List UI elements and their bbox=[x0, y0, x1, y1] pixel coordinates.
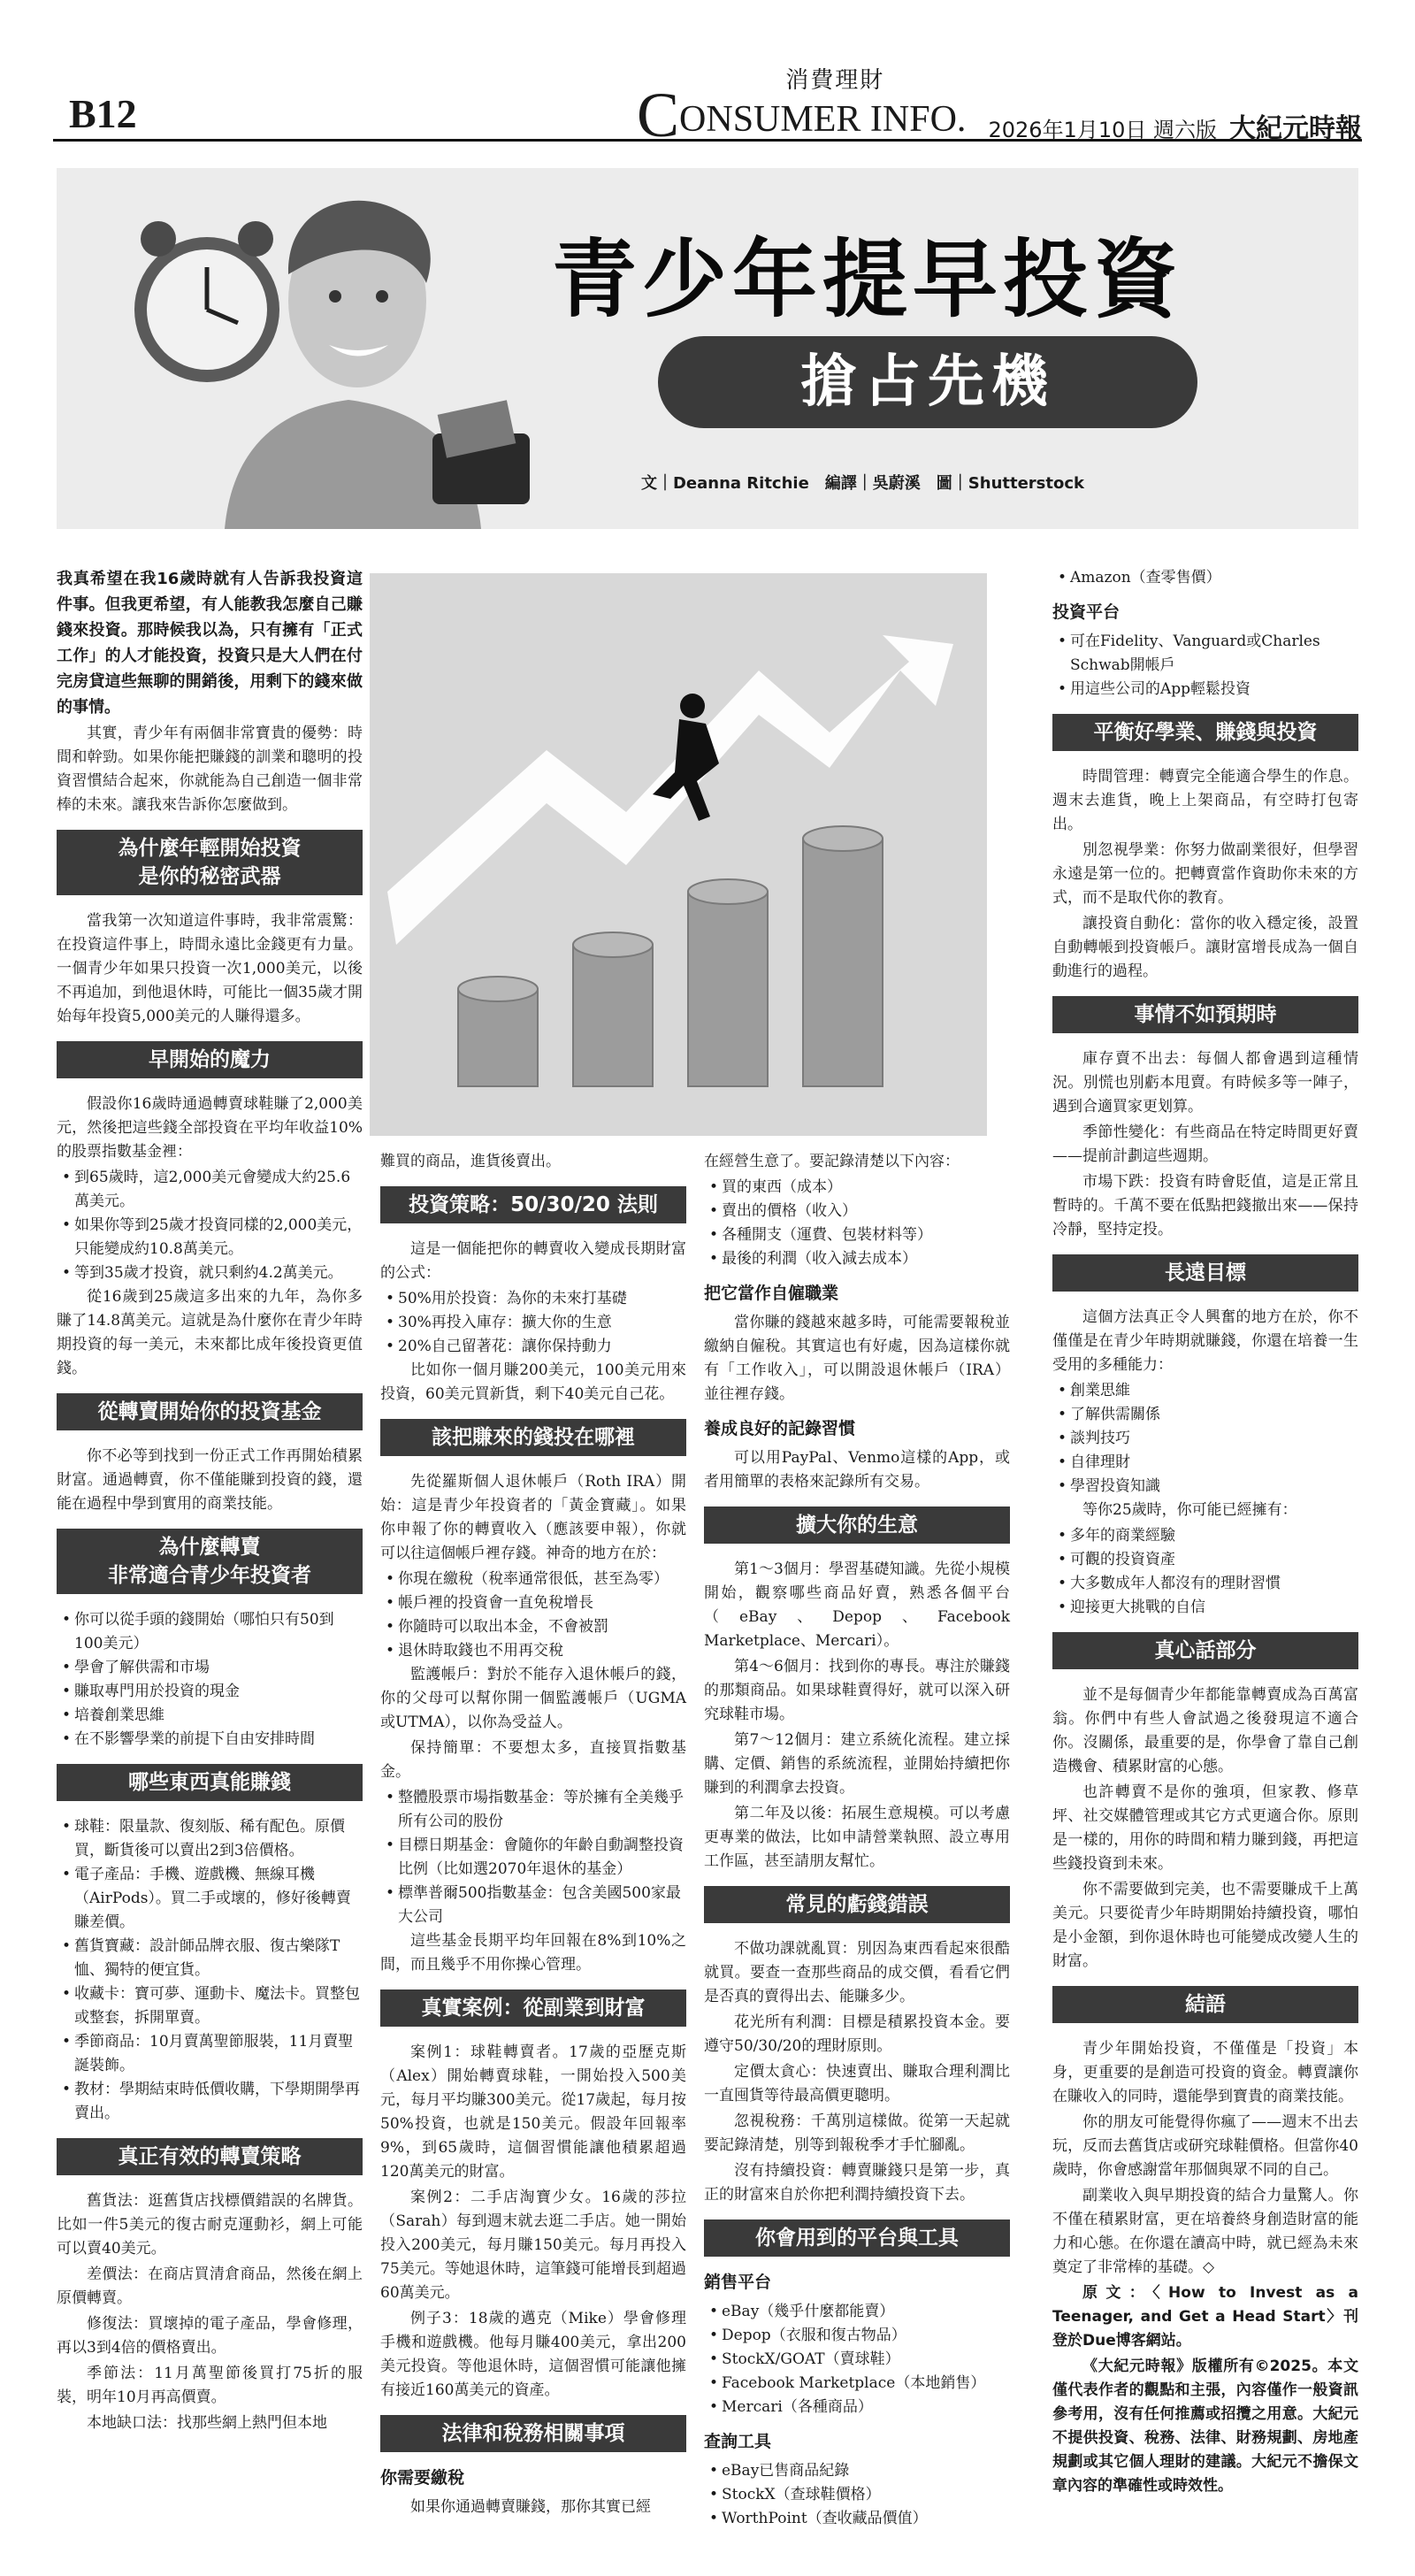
list-item: • 賣出的價格（收入） bbox=[722, 1200, 1010, 1223]
paragraph: 案例2：二手店淘寶少女。16歲的莎拉（Sarah）每到週末就去逛二手店。她一開始投入200美元，每月賺150美元。每月再投入75美元。等她退休時，這筆錢可能增長到超過60萬美元。 bbox=[380, 2189, 686, 2302]
list-item: • 了解供需關係 bbox=[1070, 1403, 1358, 1427]
paragraph: 可以用PayPal、Venmo這樣的App，或者用簡單的表格來記錄所有交易。 bbox=[704, 1449, 1010, 1491]
paragraph: 也許轉賣不是你的強項，但家教、修草坪、社交媒體管理或其它方式更適合你。原則是一樣的，用你的時間和精力賺到錢，再把這些錢投資到未來。 bbox=[1052, 1783, 1358, 1873]
list-item: • 收藏卡：寶可夢、運動卡、魔法卡。買整包或整套，拆開單賣。 bbox=[74, 1982, 363, 2030]
bullet-list bbox=[57, 1608, 363, 1752]
issue-date: 2026年1月10日 週六版 bbox=[988, 118, 1217, 142]
sub-heading: 養成良好的記錄習慣 bbox=[704, 1419, 856, 1438]
section-heading: 擴大你的生意 bbox=[704, 1506, 1010, 1544]
list-item: • 可觀的投資資產 bbox=[1070, 1548, 1358, 1572]
list-item: • 你可以從手頭的錢開始（哪怕只有50到100美元） bbox=[74, 1608, 363, 1656]
sub-heading: 銷售平台 bbox=[704, 2273, 772, 2292]
list-item: • 到65歲時，這2,000美元會變成大約25.6萬美元。 bbox=[74, 1166, 363, 1214]
section-heading: 長遠目標 bbox=[1052, 1254, 1358, 1292]
bullet-list bbox=[380, 1786, 686, 1929]
paragraph: 庫存賣不出去：每個人都會遇到這種情況。別慌也別虧本甩賣。有時候多等一陣子，遇到合適買家更划算。 bbox=[1052, 1050, 1358, 1116]
paper-name: 大紀元時報 bbox=[1229, 113, 1362, 144]
bullet-list bbox=[704, 2459, 1010, 2531]
column-2 bbox=[380, 1150, 686, 2521]
section-heading: 事情不如預期時 bbox=[1052, 996, 1358, 1033]
list-item: • 球鞋：限量款、復刻版、稀有配色。原價買，斷貨後可以賣出2到3倍價格。 bbox=[74, 1815, 363, 1863]
paragraph: 等你25歲時，你可能已經擁有： bbox=[1082, 1501, 1297, 1519]
list-item: • 學會了解供需和市場 bbox=[74, 1656, 363, 1680]
list-item: • 標準普爾500指數基金：包含美國500家最大公司 bbox=[398, 1882, 686, 1929]
list-item: • 培養創業思維 bbox=[74, 1704, 363, 1728]
paragraph: 難買的商品，進貨後賣出。 bbox=[380, 1153, 561, 1170]
list-item: • StockX/GOAT（賣球鞋） bbox=[722, 2348, 1010, 2372]
list-item: • 自律理財 bbox=[1070, 1451, 1358, 1475]
section-heading: 哪些東西真能賺錢 bbox=[57, 1764, 363, 1801]
section-heading: 結語 bbox=[1052, 1986, 1358, 2023]
paragraph: 定價太貪心：快速賣出、賺取合理利潤比一直囤貨等待最高價更聰明。 bbox=[704, 2063, 1010, 2104]
bullet-list bbox=[704, 1176, 1010, 1271]
paragraph: 季節性變化：有些商品在特定時間更好賣——提前計劃這些週期。 bbox=[1052, 1123, 1358, 1165]
paragraph: 其實，青少年有兩個非常寶貴的優勢：時間和幹勁。如果你能把賺錢的訓業和聰明的投資習慣結合起來，你就能為自己創造一個非常棒的未來。讓我來告訴你怎麼做到。 bbox=[57, 724, 363, 814]
paragraph: 如果你通過轉賣賺錢，那你其實已經 bbox=[410, 2498, 651, 2516]
list-item: • 談判技巧 bbox=[1070, 1427, 1358, 1451]
paragraph: 第7～12個月：建立系統化流程。建立採購、定價、銷售的系統流程，並開始持續把你賺到的利潤拿去投資。 bbox=[704, 1731, 1010, 1797]
sub-heading: 投資平台 bbox=[1052, 602, 1121, 622]
list-item: • 創業思維 bbox=[1070, 1379, 1358, 1403]
list-item: • 賺取專門用於投資的現金 bbox=[74, 1680, 363, 1704]
list-item: • 20%自己留著花：讓你保持動力 bbox=[398, 1335, 686, 1359]
section-name-cn: 消費理財 bbox=[785, 67, 885, 94]
list-item: • Amazon（查零售價） bbox=[1070, 566, 1358, 590]
list-item: • 大多數成年人都沒有的理財習慣 bbox=[1070, 1572, 1358, 1596]
section-heading: 投資策略：50/30/20 法則 bbox=[380, 1186, 686, 1223]
paragraph: 讓投資自動化：當你的收入穩定後，設置自動轉帳到投資帳戶。讓財富增長成為一個自動進行的過程。 bbox=[1052, 915, 1358, 980]
list-item: • 如果你等到25歲才投資同樣的2,000美元，只能變成約10.8萬美元。 bbox=[74, 1214, 363, 1261]
masthead bbox=[53, 57, 1362, 150]
column-4 bbox=[1052, 566, 1358, 2500]
paragraph: 這是一個能把你的轉賣收入變成長期財富的公式： bbox=[380, 1240, 686, 1282]
list-item: • 整體股票市場指數基金：等於擁有全美幾乎所有公司的股份 bbox=[398, 1786, 686, 1834]
paragraph: 第4～6個月：找到你的專長。專注於賺錢的那類商品。如果球鞋賣得好，就可以深入研究球鞋市場。 bbox=[704, 1658, 1010, 1723]
bullet-list bbox=[1052, 1379, 1358, 1499]
bullet-list bbox=[57, 1166, 363, 1285]
paragraph: 第1～3個月：學習基礎知識。先從小規模開始，觀察哪些商品好賣，熟悉各個平台（eBay、Depop、Facebook Marketplace、Mercari）。 bbox=[704, 1560, 1010, 1650]
paragraph: 舊貨法：逛舊貨店找標價錯誤的名牌貨。比如一件5美元的復古耐克運動衫，網上可能可以賣40美元。 bbox=[57, 2192, 363, 2258]
section-heading: 平衡好學業、賺錢與投資 bbox=[1052, 714, 1358, 751]
paragraph: 你不必等到找到一份正式工作再開始積累財富。通過轉賣，你不僅能賺到投資的錢，還能在過程中學到實用的商業技能。 bbox=[57, 1447, 363, 1513]
paragraph: 修復法：買壞掉的電子產品，學會修理，再以3到4倍的價格賣出。 bbox=[57, 2315, 363, 2357]
paragraph: 這個方法真正令人興奮的地方在於，你不僅僅是在青少年時期就賺錢，你還在培養一生受用的多種能力： bbox=[1052, 1308, 1358, 1374]
paragraph: 從16歲到25歲這多出來的九年，為你多賺了14.8萬美元。這就是為什麼你在青少年時期投資的每一美元，未來都比成年後投資更值錢。 bbox=[57, 1288, 363, 1377]
list-item: • 退休時取錢也不用再交稅 bbox=[398, 1639, 686, 1663]
wallet-with-cash-icon bbox=[432, 400, 530, 504]
column-3 bbox=[704, 1150, 1010, 2531]
paragraph: 副業收入與早期投資的結合力量驚人。你不僅在積累財富，更在培養終身創造財富的能力和心態。在你還在讀高中時，就已經為未來奠定了非常棒的基礎。◇ bbox=[1052, 2187, 1358, 2276]
section-name-en: CONSUMER INFO. bbox=[637, 80, 967, 150]
list-item: • eBay已售商品紀錄 bbox=[722, 2459, 1010, 2483]
sub-heading: 把它當作自僱職業 bbox=[704, 1284, 839, 1303]
paragraph: 當我第一次知道這件事時，我非常震驚：在投資這件事上，時間永遠比金錢更有力量。一個青少年如果只投資一次1,000美元，以後不再追加，到他退休時，可能比一個35歲才開始每年投資5,000美元的人賺得還多。 bbox=[57, 912, 363, 1025]
paragraph: 並不是每個青少年都能靠轉賣成為百萬富翁。你們中有些人會試過之後發現這不適合你。沒關係，最重要的是，你學會了靠自己創造機會、積累財富的心態。 bbox=[1052, 1686, 1358, 1775]
growth-coins-illustration bbox=[370, 573, 987, 1136]
list-item: • 學習投資知識 bbox=[1070, 1475, 1358, 1499]
section-heading: 該把賺來的錢投在哪裡 bbox=[380, 1419, 686, 1456]
list-item: • eBay（幾乎什麼都能賣） bbox=[722, 2300, 1010, 2324]
list-item: • 各種開支（運費、包裝材料等） bbox=[722, 1223, 1010, 1247]
lead-paragraph: 我真希望在我16歲時就有人告訴我投資這件事。但我更希望，有人能教我怎麼自己賺錢來投資。那時候我以為，只有擁有「正式工作」的人才能投資，投資只是大人們在付完房貸這些無聊的開銷後，用剩下的錢來做的事情。 bbox=[57, 570, 363, 717]
list-item: • StockX（查球鞋價格） bbox=[722, 2483, 1010, 2507]
subheadline: 搶占先機 bbox=[658, 336, 1197, 428]
section-heading: 早開始的魔力 bbox=[57, 1041, 363, 1078]
section-heading: 為什麼轉賣 非常適合青少年投資者 bbox=[57, 1529, 363, 1594]
paragraph: 比如你一個月賺200美元，100美元用來投資，60美元買新貨，剩下40美元自己花。 bbox=[380, 1361, 686, 1403]
section-heading: 從轉賣開始你的投資基金 bbox=[57, 1393, 363, 1430]
paragraph: 別忽視學業：你努力做副業很好，但學習永遠是第一位的。把轉賣當作資助你未來的方式，而不是取代你的教育。 bbox=[1052, 841, 1358, 907]
paragraph: 本地缺口法：找那些網上熱門但本地 bbox=[87, 2414, 327, 2432]
list-item: • WorthPoint（查收藏品價值） bbox=[722, 2507, 1010, 2531]
bullet-list bbox=[1052, 630, 1358, 702]
list-item: • 電子產品：手機、遊戲機、無線耳機（AirPods）。買二手或壞的，修好後轉賣賺差價。 bbox=[74, 1863, 363, 1935]
copyright-notice: 《大紀元時報》版權所有©2025。本文僅代表作者的觀點和主張，內容僅作一般資訊參考用，沒有任何推薦或招攬之用意。大紀元不提供投資、稅務、法律、財務規劃、房地產規劃或其它個人理財的建議。大紀元不擔保文章內容的準確性或時效性。 bbox=[1052, 2358, 1358, 2495]
dateline bbox=[988, 106, 1362, 145]
paragraph: 案例1：球鞋轉賣者。17歲的亞歷克斯（Alex）開始轉賣球鞋，一開始投入500美元，每月平均賺300美元。從17歲起，每月按50%投資，也就是150美元。假設年回報率9%，到65歲時，這個習慣能讓他積累超過120萬美元的財富。 bbox=[380, 2043, 686, 2181]
paragraph: 在經營生意了。要記錄清楚以下內容： bbox=[704, 1153, 960, 1170]
bullet-list bbox=[380, 1568, 686, 1663]
sub-heading: 你需要繳稅 bbox=[380, 2468, 465, 2488]
teen-with-clock-photo bbox=[92, 168, 552, 529]
list-item: • 30%再投入庫存：擴大你的生意 bbox=[398, 1311, 686, 1335]
list-item: • 等到35歲才投資，就只剩約4.2萬美元。 bbox=[74, 1261, 363, 1285]
bullet-list bbox=[1052, 1524, 1358, 1620]
list-item: • 50%用於投資：為你的未來打基礎 bbox=[398, 1287, 686, 1311]
paragraph: 假設你16歲時通過轉賣球鞋賺了2,000美元，然後把這些錢全部投資在平均年收益10%的股票指數基金裡： bbox=[57, 1095, 363, 1161]
list-item: • 目標日期基金：會隨你的年齡自動調整投資比例（比如選2070年退休的基金） bbox=[398, 1834, 686, 1882]
paragraph: 例子3：18歲的邁克（Mike）學會修理手機和遊戲機。他每月賺400美元，拿出200美元投資。等他退休時，這個習慣可能讓他擁有接近160萬美元的資產。 bbox=[380, 2310, 686, 2399]
paragraph: 你不需要做到完美，也不需要賺成千上萬美元。只要從青少年時期開始持續投資，哪怕是小金額，到你退休時也可能變成改變人生的財富。 bbox=[1052, 1881, 1358, 1970]
paragraph: 先從羅斯個人退休帳戶（Roth IRA）開始：這是青少年投資者的「黃金寶藏」。如果你申報了你的轉賣收入（應該要申報），你就可以往這個帳戶裡存錢。神奇的地方在於： bbox=[380, 1473, 686, 1562]
paragraph: 不做功課就亂買：別因為東西看起來很酷就買。要查一查那些商品的成交價，看看它們是否真的賣得出去、能賺多少。 bbox=[704, 1940, 1010, 2005]
paragraph: 你的朋友可能覺得你瘋了——週末不出去玩，反而去舊貨店或研究球鞋價格。但當你40歲時，你會感謝當年那個與眾不同的自己。 bbox=[1052, 2113, 1358, 2179]
paragraph: 時間管理：轉賣完全能適合學生的作息。週末去進貨，晚上上架商品，有空時打包寄出。 bbox=[1052, 768, 1358, 833]
paragraph: 季節法：11月萬聖節後買打75折的服裝，明年10月再高價賣。 bbox=[57, 2365, 363, 2406]
hero-banner bbox=[57, 168, 1358, 529]
paragraph: 當你賺的錢越來越多時，可能需要報稅並繳納自僱稅。其實這也有好處，因為這樣你就有「工作收入」，可以開設退休帳戶（IRA）並往裡存錢。 bbox=[704, 1314, 1010, 1403]
list-item: • Depop（衣服和復古物品） bbox=[722, 2324, 1010, 2348]
page-number: B12 bbox=[69, 91, 137, 136]
list-item: • Mercari（各種商品） bbox=[722, 2396, 1010, 2419]
paragraph: 第二年及以後：拓展生意規模。可以考慮更專業的做法，比如申請營業執照、設立專用工作區，甚至請朋友幫忙。 bbox=[704, 1805, 1010, 1870]
sub-heading: 查詢工具 bbox=[704, 2432, 772, 2451]
headline: 青少年提早投資 bbox=[552, 230, 1183, 329]
column-1 bbox=[57, 566, 363, 2437]
list-item: • 你隨時可以取出本金，不會被罰 bbox=[398, 1615, 686, 1639]
list-item: • 買的東西（成本） bbox=[722, 1176, 1010, 1200]
bullet-list bbox=[704, 2300, 1010, 2419]
byline: 文｜Deanna Ritchie 編譯｜吳蔚溪 圖｜Shutterstock bbox=[640, 474, 1084, 493]
bullet-list bbox=[1052, 566, 1358, 590]
list-item: • 季節商品：10月賣萬聖節服裝，11月賣聖誕裝飾。 bbox=[74, 2030, 363, 2078]
section-heading: 真實案例：從副業到財富 bbox=[380, 1990, 686, 2027]
paragraph: 忽視稅務：千萬別這樣做。從第一天起就要記錄清楚，別等到報稅季才手忙腳亂。 bbox=[704, 2112, 1010, 2154]
paragraph: 青少年開始投資，不僅僅是「投資」本身，更重要的是創造可投資的資金。轉賣讓你在賺收入的同時，還能學到寶貴的商業技能。 bbox=[1052, 2040, 1358, 2105]
alarm-clock-icon bbox=[134, 221, 279, 382]
paragraph: 沒有持續投資：轉賣賺錢只是第一步，真正的財富來自於你把利潤持續投資下去。 bbox=[704, 2162, 1010, 2204]
list-item: • Facebook Marketplace（本地銷售） bbox=[722, 2372, 1010, 2396]
section-heading: 你會用到的平台與工具 bbox=[704, 2220, 1010, 2257]
section-heading: 為什麼年輕開始投資 是你的秘密武器 bbox=[57, 830, 363, 895]
rising-arrow-coins-icon bbox=[370, 573, 987, 1136]
list-item: • 舊貨寶藏：設計師品牌衣服、復古樂隊T恤、獨特的便宜貨。 bbox=[74, 1935, 363, 1982]
section-heading: 真正有效的轉賣策略 bbox=[57, 2138, 363, 2175]
paragraph: 花光所有利潤：目標是積累投資本金。要遵守50/30/20的理財原則。 bbox=[704, 2013, 1010, 2055]
section-logo bbox=[637, 62, 967, 150]
paragraph: 差價法：在商店買清倉商品，然後在網上原價轉賣。 bbox=[57, 2266, 363, 2307]
bullet-list bbox=[57, 1815, 363, 2126]
list-item: • 在不影響學業的前提下自由安排時間 bbox=[74, 1728, 363, 1752]
paragraph: 這些基金長期平均年回報在8%到10%之間，而且幾乎不用你操心管理。 bbox=[380, 1932, 686, 1974]
list-item: • 你現在繳稅（稅率通常很低，甚至為零） bbox=[398, 1568, 686, 1591]
bullet-list bbox=[380, 1287, 686, 1359]
list-item: • 帳戶裡的投資會一直免稅增長 bbox=[398, 1591, 686, 1615]
paragraph: 市場下跌：投資有時會貶值，這是正常且暫時的。千萬不要在低點把錢撤出來——保持冷靜，堅持定投。 bbox=[1052, 1173, 1358, 1238]
paragraph: 監護帳戶：對於不能存入退休帳戶的錢，你的父母可以幫你開一個監護帳戶（UGMA或UTMA），以你為受益人。 bbox=[380, 1666, 686, 1731]
list-item: • 最後的利潤（收入減去成本） bbox=[722, 1247, 1010, 1271]
section-heading: 法律和稅務相關事項 bbox=[380, 2415, 686, 2452]
paragraph: 保持簡單：不要想太多，直接買指數基金。 bbox=[380, 1739, 686, 1781]
list-item: • 多年的商業經驗 bbox=[1070, 1524, 1358, 1548]
section-heading: 真心話部分 bbox=[1052, 1632, 1358, 1669]
list-item: • 教材：學期結束時低價收購，下學期開學再賣出。 bbox=[74, 2078, 363, 2126]
source-note: 原文：〈How to Invest as a Teenager, and Get a Head Start〉刊登於Due博客網站。 bbox=[1052, 2284, 1358, 2350]
section-heading: 常見的虧錢錯誤 bbox=[704, 1886, 1010, 1923]
list-item: • 可在Fidelity、Vanguard或Charles Schwab開帳戶 bbox=[1070, 630, 1358, 678]
list-item: • 迎接更大挑戰的自信 bbox=[1070, 1596, 1358, 1620]
list-item: • 用這些公司的App輕鬆投資 bbox=[1070, 678, 1358, 702]
